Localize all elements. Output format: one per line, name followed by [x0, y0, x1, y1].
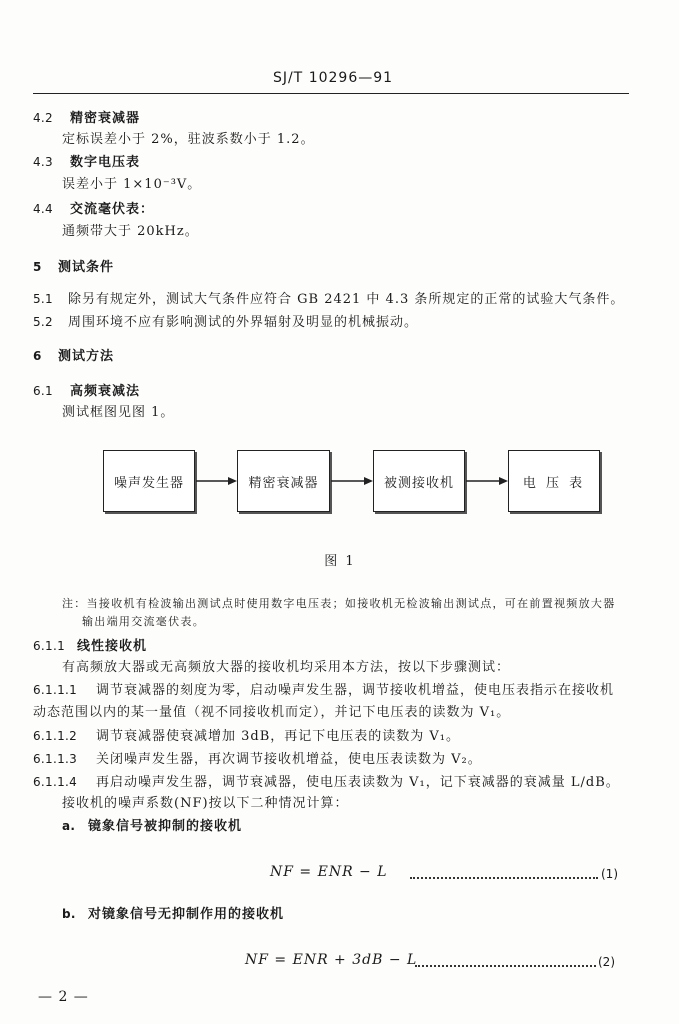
page-number: — 2 —: [38, 989, 89, 1005]
section-number: 4.3: [33, 155, 53, 169]
noise-figure-intro: 接收机的噪声系数(NF)按以下二种情况计算：: [62, 796, 349, 811]
section-4-4-heading: [33, 201, 154, 218]
box-label: 被测接收机: [383, 475, 454, 491]
section-number: 5: [33, 260, 42, 274]
formula-2-leader-dots: [415, 965, 596, 967]
section-text: 除另有规定外，测试大气条件应符合 GB 2421 中 4.3 条所规定的正常的试验大气条件。: [68, 292, 625, 307]
case-b-heading: [62, 906, 284, 923]
section-number: 5.2: [33, 315, 53, 329]
section-number: 6.1: [33, 384, 53, 398]
section-4-3-body: 误差小于 1×10⁻³V。: [62, 177, 202, 192]
section-number: 4.4: [33, 202, 53, 216]
section-text: 再启动噪声发生器，调节衰减器，使电压表读数为 V₁，记下衰减器的衰减量 L/dB。: [96, 775, 620, 790]
case-a-heading: [62, 818, 242, 835]
section-text: 关闭噪声发生器，再次调节接收机增益，使电压表读数为 V₂。: [96, 752, 482, 767]
case-label: a.: [62, 819, 76, 833]
arrow-generator-to-attenuator: [196, 477, 237, 485]
box-label: 电 压 表: [522, 475, 586, 491]
section-number: 6: [33, 349, 42, 363]
standard-code-header: SJ/T 10296—91: [272, 70, 394, 86]
section-6-1-heading: [33, 383, 140, 400]
box-label: 噪声发生器: [113, 475, 184, 491]
section-title: 高频衰减法: [70, 384, 141, 399]
section-title: 测试条件: [58, 260, 115, 275]
section-number: 6.1.1.3: [33, 752, 78, 766]
section-title: 精密衰减器: [70, 111, 141, 126]
formula-2: NF = ENR + 3dB − L: [245, 952, 418, 968]
section-text: 周围环境不应有影响测试的外界辐射及明显的机械振动。: [68, 315, 419, 330]
section-6-1-1-1: [33, 682, 614, 699]
section-6-1-1-4: [33, 774, 620, 791]
section-6-1-1-body: 有高频放大器或无高频放大器的接收机均采用本方法，按以下步骤测试：: [62, 660, 511, 675]
section-6-1-1-3: [33, 751, 482, 768]
section-6-1-1-2: [33, 728, 460, 745]
arrow-receiver-to-voltmeter: [466, 477, 508, 485]
section-number: 5.1: [33, 292, 53, 306]
equation-number-2: (2): [598, 955, 615, 969]
section-6-heading: [33, 348, 114, 365]
section-title: 测试方法: [58, 349, 115, 364]
section-4-3-heading: [33, 154, 140, 171]
section-title: 数字电压表: [70, 155, 141, 170]
section-6-1-1-1-continuation: 动态范围以内的某一量值（视不同接收机而定），并记下电压表的读数为 V₁。: [33, 705, 511, 720]
diagram-arrows: [0, 440, 679, 530]
arrow-attenuator-to-receiver: [331, 477, 373, 485]
section-4-2-heading: [33, 110, 140, 127]
section-number: 6.1.1.1: [33, 683, 78, 697]
figure-caption: 图 1: [324, 554, 356, 569]
section-5-heading: [33, 259, 114, 276]
formula-1: NF = ENR − L: [270, 864, 388, 880]
figure-note-line-1: 注：当接收机有检波输出测试点时使用数字电压表；如接收机无检波输出测试点，可在前置视频放大器: [62, 597, 616, 610]
section-4-2-body: 定标误差小于 2%，驻波系数小于 1.2。: [62, 132, 315, 147]
section-text: 调节衰减器的刻度为零，启动噪声发生器，调节接收机增益，使电压表指示在接收机: [96, 683, 615, 698]
equation-number-1: (1): [601, 867, 618, 881]
case-title: 对镜象信号无抑制作用的接收机: [88, 907, 285, 922]
section-5-1: [33, 291, 624, 308]
section-number: 6.1.1.4: [33, 775, 78, 789]
section-title: 交流毫伏表：: [70, 202, 155, 217]
case-title: 镜象信号被抑制的接收机: [88, 819, 243, 834]
section-title: 线性接收机: [77, 639, 148, 654]
figure-note-line-2: 输出端用交流毫伏表。: [82, 615, 205, 628]
formula-1-leader-dots: [410, 877, 598, 879]
arrow-head: [499, 477, 508, 485]
section-6-1-1-heading: [33, 638, 147, 655]
section-number: 6.1.1: [33, 639, 66, 653]
section-number: 6.1.1.2: [33, 729, 78, 743]
case-label: b.: [62, 907, 76, 921]
arrow-head: [364, 477, 373, 485]
section-text: 调节衰减器使衰减增加 3dB，再记下电压表的读数为 V₁。: [96, 729, 461, 744]
section-number: 4.2: [33, 111, 53, 125]
arrow-head: [228, 477, 237, 485]
section-5-2: [33, 314, 418, 331]
header-rule: [33, 93, 629, 94]
section-6-1-body: 测试框图见图 1。: [62, 405, 175, 420]
section-4-4-body: 通频带大于 20kHz。: [62, 224, 199, 239]
box-label: 精密衰减器: [248, 475, 319, 491]
